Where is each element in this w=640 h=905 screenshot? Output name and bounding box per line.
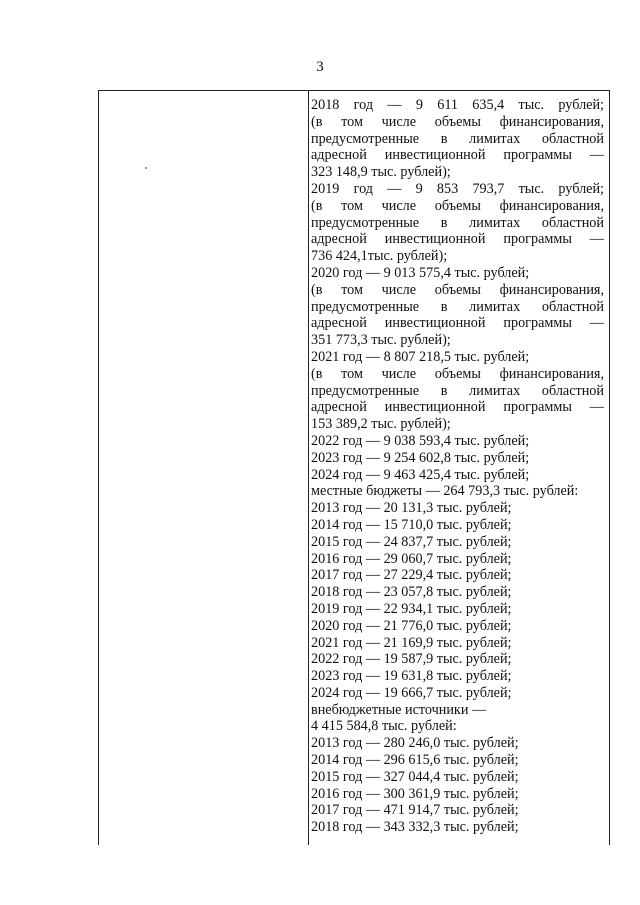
text-line: 736 424,1тыс. рублей); — [311, 248, 448, 265]
text-line: 2018 год — 9 611 635,4 тыс. рублей; — [311, 97, 604, 113]
text-line: (в том числе объемы финансирования, — [311, 197, 604, 214]
table-right-cell — [311, 97, 604, 836]
text-line: 2021 год — 21 169,9 тыс. рублей; — [311, 634, 512, 651]
text-line: 2014 год — 15 710,0 тыс. рублей; — [311, 516, 512, 533]
column-divider — [308, 91, 309, 845]
text-line: 2016 год — 300 361,9 тыс. рублей; — [311, 785, 519, 802]
text-line: 2022 год — 9 038 593,4 тыс. рублей; — [311, 432, 530, 449]
text-line: предусмотренные в лимитах областной — [311, 382, 604, 399]
text-line: 4 415 584,8 тыс. рублей: — [311, 718, 457, 735]
text-line: 2013 год — 280 246,0 тыс. рублей; — [311, 735, 519, 752]
text-line: 2022 год — 19 587,9 тыс. рублей; — [311, 651, 512, 668]
text-line: местные бюджеты — 264 793,3 тыс. рублей: — [311, 483, 579, 500]
text-line: 2017 год — 471 914,7 тыс. рублей; — [311, 802, 519, 819]
text-line: 2018 год — 343 332,3 тыс. рублей; — [311, 819, 519, 836]
text-line: (в том числе объемы финансирования, — [311, 281, 604, 298]
text-line: 2023 год — 9 254 602,8 тыс. рублей; — [311, 449, 530, 466]
text-line: (в том числе объемы финансирования, — [311, 365, 604, 382]
text-line: 2024 год — 19 666,7 тыс. рублей; — [311, 684, 512, 701]
text-line: 2018 год — 23 057,8 тыс. рублей; — [311, 584, 512, 601]
text-line: 2016 год — 29 060,7 тыс. рублей; — [311, 550, 512, 567]
text-line: 153 389,2 тыс. рублей); — [311, 416, 451, 433]
text-line: 351 773,3 тыс. рублей); — [311, 332, 451, 349]
text-line: 2020 год — 21 776,0 тыс. рублей; — [311, 617, 512, 634]
text-line: 2015 год — 327 044,4 тыс. рублей; — [311, 768, 519, 785]
scan-speck — [145, 167, 147, 169]
text-line: адресной инвестиционной программы — — [311, 399, 604, 416]
text-line: адресной инвестиционной программы — — [311, 147, 604, 164]
text-line: адресной инвестиционной программы — — [311, 315, 604, 332]
document-table — [98, 90, 610, 845]
text-line: адресной инвестиционной программы — — [311, 231, 604, 248]
text-line: 2024 год — 9 463 425,4 тыс. рублей; — [311, 466, 530, 483]
page-number: 3 — [316, 59, 324, 75]
text-line: 2013 год — 20 131,3 тыс. рублей; — [311, 500, 512, 517]
text-line: предусмотренные в лимитах областной — [311, 298, 604, 315]
text-line: 2021 год — 8 807 218,5 тыс. рублей; — [311, 348, 530, 365]
text-line: 323 148,9 тыс. рублей); — [311, 164, 451, 181]
text-line: 2015 год — 24 837,7 тыс. рублей; — [311, 533, 512, 550]
text-line: 2023 год — 19 631,8 тыс. рублей; — [311, 668, 512, 685]
text-line: предусмотренные в лимитах областной — [311, 130, 604, 147]
text-line: 2020 год — 9 013 575,4 тыс. рублей; — [311, 264, 530, 281]
text-line: 2019 год — 9 853 793,7 тыс. рублей; — [311, 180, 604, 197]
text-line: 2014 год — 296 615,6 тыс. рублей; — [311, 752, 519, 769]
text-line: 2017 год — 27 229,4 тыс. рублей; — [311, 567, 512, 584]
text-line: внебюджетные источники — — [311, 701, 487, 718]
text-line: 2019 год — 22 934,1 тыс. рублей; — [311, 600, 512, 617]
text-line: предусмотренные в лимитах областной — [311, 214, 604, 231]
text-line: (в том числе объемы финансирования, — [311, 113, 604, 130]
table-left-cell — [99, 91, 308, 845]
